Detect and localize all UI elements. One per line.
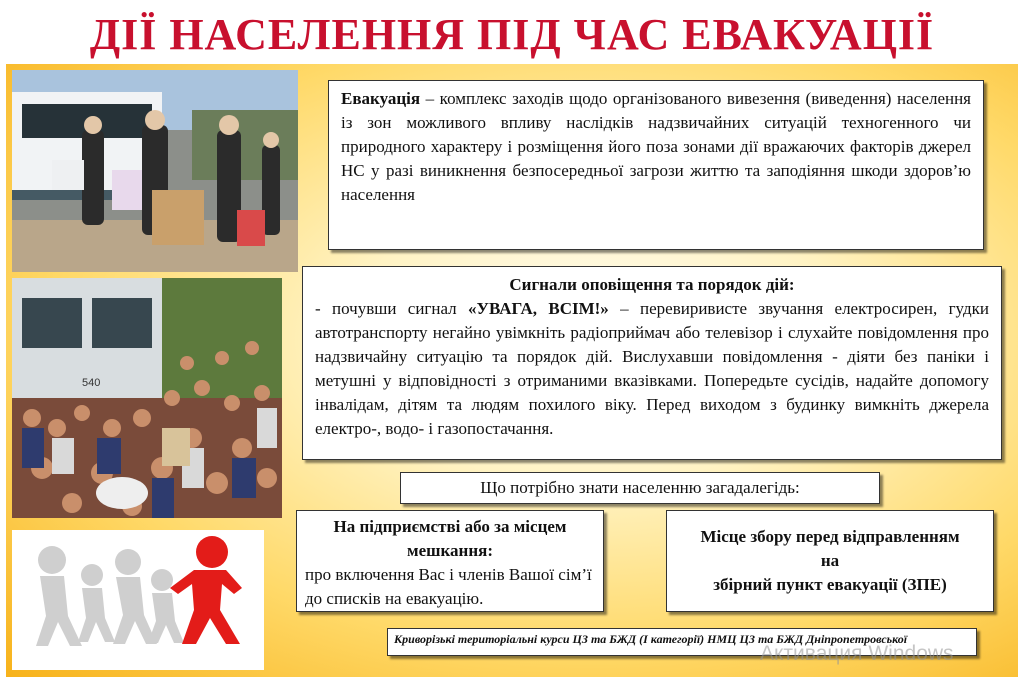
crowd-photo [12, 278, 282, 518]
assembly-point-box [666, 510, 994, 612]
signals-body: - почувши сигнал «УВАГА, ВСІМ!» – перевиривисте звучання електросирен, гудки автотранспорту негайно увімкніть радіоприймач або телевізор і слухайте повідомлення про надзвичайну ситуацію та порядок дій. Вислухавши повідомлення - діяти без паніки і метушні у відповідності з отриманими вказівками. Попередьте сусідів, надайте допомогу інвалідам, дітям та людям похилого віку. Перед виходом з будинку вимкніть джерела електро-, водо- і газопостачання. [315, 299, 989, 438]
workplace-residence-box [296, 510, 604, 612]
assembly-line-1: Місце збору перед відправленням [700, 527, 960, 546]
workplace-heading: На підприємстві або за місцем мешкання: [333, 517, 567, 560]
signals-heading: Сигнали оповіщення та порядок дій: [509, 275, 795, 294]
signal-name: «УВАГА, ВСІМ!» [468, 299, 609, 318]
page-title: ДІЇ НАСЕЛЕННЯ ПІД ЧАС ЕВАКУАЦІЇ [89, 10, 935, 59]
windows-activation-watermark: Активация Windows [760, 642, 954, 665]
assembly-line-2: на [820, 551, 840, 570]
running-figures-image [12, 530, 264, 670]
footer-credit: Криворізькі територіальні курси ЦЗ та БЖД (І категорії) НМЦ ЦЗ та БЖД Дніпропетровської [387, 628, 977, 656]
evacuation-definition-box [328, 80, 984, 250]
definition-text: – комплекс заходів щодо організованого вивезення (виведення) населення із зон можливого впливу наслідків надзвичайних ситуацій техногенного чи природного характеру і розміщення його поза зонами дії вражаючих факторів джерел НС у разі виникнення безпосередньої загрози життю та заподіяння шкоди здоров’ю населення [341, 89, 971, 204]
warning-signals-box [302, 266, 1002, 460]
definition-term: Евакуація [341, 89, 421, 108]
workplace-text: про включення Вас і членів Вашої сім’ї до списків на евакуацію. [305, 565, 592, 608]
bus-number: 540 [82, 377, 101, 389]
assembly-line-3: збірний пункт евакуації (ЗПЕ) [713, 575, 947, 594]
evacuees-photo [12, 70, 298, 272]
know-in-advance-header: Що потрібно знати населенню загадалегідь: [400, 472, 880, 504]
